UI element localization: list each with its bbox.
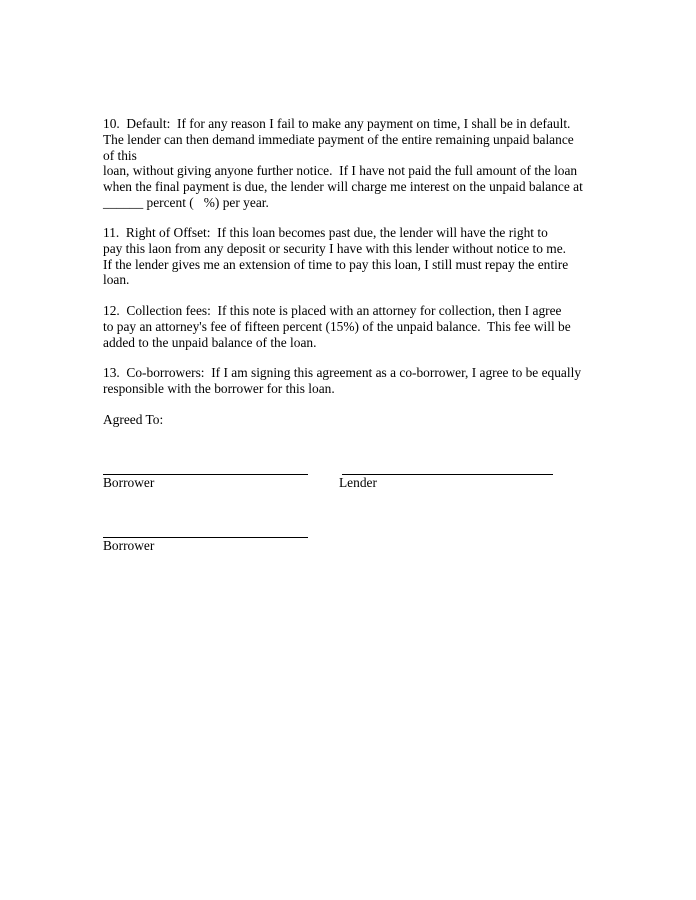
paragraph-line: ______ percent ( %) per year. <box>103 194 269 210</box>
paragraph-line: 13. Co-borrowers: If I am signing this agreement as a co-borrower, I agree to be equally <box>103 365 582 380</box>
paragraph-line: responsible with the borrower for this loan. <box>103 380 335 396</box>
paragraph-line: The lender can then demand immediate payment of the entire remaining unpaid balance <box>103 131 574 147</box>
paragraph-line: 12. Collection fees: If this note is placed with an attorney for collection, then I agree <box>103 303 562 318</box>
paragraph-line: loan. <box>103 272 130 288</box>
paragraph-line: to pay an attorney's fee of fifteen percent (15%) of the unpaid balance. This fee will be <box>103 318 571 334</box>
co-borrower-label: Borrower <box>103 538 155 553</box>
paragraph-line: when the final payment is due, the lender will charge me interest on the unpaid balance at <box>103 179 583 195</box>
paragraph-line: of this <box>103 147 137 163</box>
paragraph-line: 11. Right of Offset: If this loan becomes past due, the lender will have the right to <box>103 225 548 240</box>
lender-label: Lender <box>339 475 377 490</box>
paragraph-line: added to the unpaid balance of the loan. <box>103 334 317 350</box>
paragraph-line: 10. Default: If for any reason I fail to make any payment on time, I shall be in default. <box>103 116 571 131</box>
paragraph-collection-fees <box>103 303 603 350</box>
paragraph-default <box>103 116 603 211</box>
agreed-to-text: Agreed To: <box>103 412 164 427</box>
paragraph-line: pay this laon from any deposit or security I have with this lender without notice to me. <box>103 240 566 256</box>
agreed-to-label <box>103 412 603 428</box>
paragraph-co-borrowers <box>103 365 603 397</box>
paragraph-right-of-offset <box>103 225 603 288</box>
borrower-label: Borrower <box>103 475 155 490</box>
paragraph-line: loan, without giving anyone further notice. If I have not paid the full amount of the loan <box>103 163 578 179</box>
paragraph-line: If the lender gives me an extension of time to pay this loan, I still must repay the entire <box>103 256 569 272</box>
